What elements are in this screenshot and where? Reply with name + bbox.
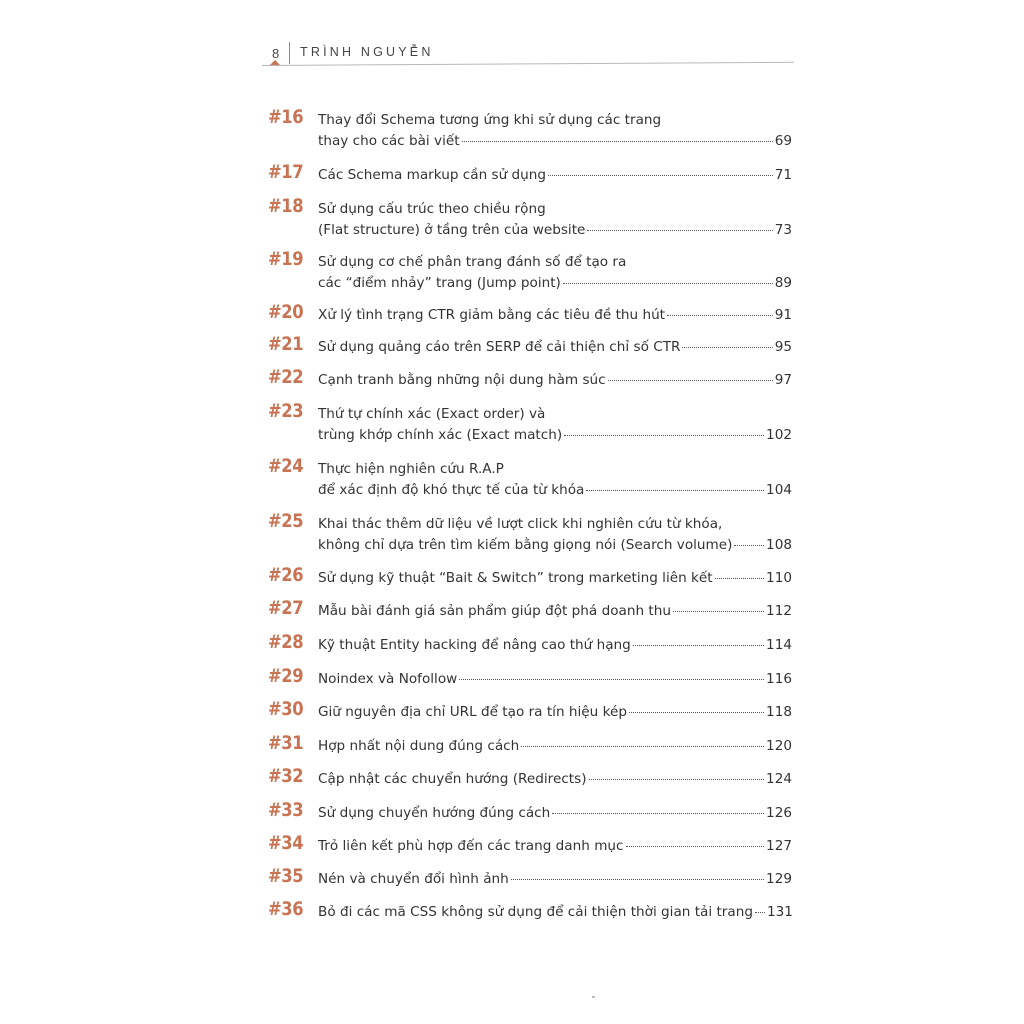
toc-entry-line (318, 459, 792, 480)
page-header (262, 38, 794, 70)
toc-dot-leader (626, 846, 765, 847)
toc-entry-body (318, 601, 792, 622)
toc-entry-line (318, 769, 792, 790)
toc-entry-line (318, 199, 792, 220)
toc-entry-title: để xác định độ khó thực tế của từ khóa (318, 482, 585, 498)
toc-entry-body (318, 252, 792, 294)
toc-dot-leader (633, 645, 764, 646)
toc-entry-line (318, 702, 792, 723)
toc-entry-line (318, 252, 792, 273)
toc-dot-leader (673, 611, 764, 612)
toc-entry-title: Thay đổi Schema tương ứng khi sử dụng các trang (318, 112, 662, 128)
toc-entry-body (318, 165, 792, 186)
toc-entry-number: #32 (268, 765, 304, 787)
toc-entry-line (318, 131, 792, 152)
toc-entry-line (318, 736, 792, 757)
toc-entry-body (318, 370, 792, 391)
toc-entry-line (318, 869, 792, 890)
toc-entry-line (318, 273, 792, 294)
toc-entry-title: không chỉ dựa trên tìm kiếm bằng giọng nói (Search volume) (318, 537, 733, 553)
toc-dot-leader (462, 141, 773, 142)
header-rule (262, 62, 794, 66)
toc-dot-leader (715, 578, 764, 579)
toc-entry-body (318, 736, 792, 757)
toc-dot-leader (734, 545, 764, 546)
toc-page-number: 124 (766, 771, 792, 787)
toc-entry-title: thay cho các bài viết (318, 133, 460, 149)
toc-entry-title: Nén và chuyển đổi hình ảnh (318, 871, 509, 887)
toc-entry-line (318, 370, 792, 391)
toc-page-number: 114 (766, 637, 792, 653)
toc-entry-line (318, 514, 792, 535)
toc-entry-title: Giữ nguyên địa chỉ URL để tạo ra tín hiệu kép (318, 704, 627, 720)
toc-entry-number: #26 (268, 564, 304, 586)
toc-page-number: 131 (766, 904, 793, 920)
toc-entry-line (318, 902, 792, 923)
toc-page-number: 91 (774, 307, 792, 323)
toc-entry-body (318, 110, 792, 152)
page-number: 8 (272, 46, 281, 61)
toc-entry-number: #27 (268, 597, 304, 619)
toc-entry-number: #25 (268, 510, 304, 532)
toc-dot-leader (587, 230, 772, 231)
toc-entry-title: Kỹ thuật Entity hacking để nâng cao thứ hạng (318, 637, 631, 653)
toc-entry-number: #28 (268, 631, 304, 653)
toc-entry-title: trùng khớp chính xác (Exact match) (318, 427, 563, 443)
toc-dot-leader (586, 490, 764, 491)
toc-entry-number: #36 (268, 898, 304, 920)
toc-entry-body (318, 459, 792, 501)
toc-page-number: 95 (774, 339, 792, 355)
toc-entry-line (318, 337, 792, 358)
toc-entry-body (318, 404, 792, 446)
toc-entry-line (318, 535, 792, 556)
toc-entry-title: Cập nhật các chuyển hướng (Redirects) (318, 771, 587, 787)
toc-entry-number: #20 (268, 301, 304, 323)
toc-entry-title: Noindex và Nofollow (318, 671, 458, 687)
toc-entry-number: #22 (268, 366, 304, 388)
toc-entry-number: #33 (268, 799, 304, 821)
toc-entry-title: Các Schema markup cần sử dụng (318, 167, 547, 183)
toc-entry-number: #30 (268, 698, 304, 720)
toc-entry-body (318, 769, 792, 790)
toc-page-number: 110 (766, 570, 792, 586)
toc-entry-title: Khai thác thêm dữ liệu về lượt click khi nghiên cứu từ khóa, (318, 516, 723, 532)
toc-dot-leader (511, 879, 764, 880)
toc-page-number: 102 (766, 427, 792, 443)
toc-entry-number: #24 (268, 455, 304, 477)
toc-dot-leader (563, 283, 773, 284)
toc-entry-title: Cạnh tranh bằng những nội dung hàm súc (318, 372, 606, 388)
toc-page-number: 89 (774, 275, 792, 291)
toc-dot-leader (629, 712, 764, 713)
toc-page-number: 129 (766, 871, 792, 887)
toc-entry-body (318, 836, 792, 857)
toc-entry-body (318, 669, 792, 690)
author-name: TRÌNH NGUYỄN (300, 45, 434, 59)
toc-entry-body (318, 337, 792, 358)
toc-dot-leader (608, 380, 773, 381)
toc-entry-title: Hợp nhất nội dung đúng cách (318, 738, 520, 754)
toc-dot-leader (564, 435, 764, 436)
toc-entry-number: #21 (268, 333, 304, 355)
toc-entry-number: #17 (268, 161, 304, 183)
toc-dot-leader (755, 912, 765, 913)
toc-page-number: 118 (766, 704, 792, 720)
toc-entry-title: Sử dụng quảng cáo trên SERP để cải thiện chỉ số CTR (318, 339, 681, 355)
toc-entry-title: Sử dụng chuyển hướng đúng cách (318, 805, 551, 821)
toc-entry-line (318, 480, 792, 501)
toc-page-number: 71 (774, 167, 792, 183)
toc-entry-line (318, 305, 792, 326)
toc-page-number: 112 (766, 603, 792, 619)
toc-entry-number: #35 (268, 865, 304, 887)
toc-dot-leader (552, 813, 764, 814)
toc-entry-line (318, 568, 792, 589)
toc-dot-leader (459, 679, 764, 680)
toc-entry-title: Sử dụng cơ chế phân trang đánh số để tạo ra (318, 254, 627, 270)
toc-entry-body (318, 514, 792, 556)
toc-entry-title: Trỏ liên kết phù hợp đến các trang danh mục (318, 838, 624, 854)
toc-entry-number: #34 (268, 832, 304, 854)
toc-dot-leader (589, 779, 765, 780)
toc-page-number: 69 (774, 133, 792, 149)
toc-entry-line (318, 425, 792, 446)
toc-entry-title: Sử dụng cấu trúc theo chiều rộng (318, 201, 546, 217)
toc-entry-body (318, 305, 792, 326)
toc-entry-line (318, 669, 792, 690)
toc-entry-title: Sử dụng kỹ thuật “Bait & Switch” trong marketing liên kết (318, 570, 713, 586)
toc-page-number: 104 (766, 482, 792, 498)
toc-page-number: 97 (774, 372, 792, 388)
toc-entry-title: Thứ tự chính xác (Exact order) và (318, 406, 546, 422)
toc-entry-title: (Flat structure) ở tầng trên của website (318, 222, 586, 238)
toc-entry-body (318, 803, 792, 824)
toc-entry-number: #18 (268, 195, 304, 217)
toc-entry-title: Mẫu bài đánh giá sản phẩm giúp đột phá doanh thu (318, 603, 671, 619)
toc-dot-leader (521, 746, 764, 747)
toc-dot-leader (682, 347, 772, 348)
toc-entry-number: #19 (268, 248, 304, 270)
toc-entry-title: các “điểm nhảy” trang (Jump point) (318, 275, 561, 291)
footer-mark (592, 996, 595, 998)
toc-page-number: 126 (766, 805, 792, 821)
toc-page-number: 73 (774, 222, 792, 238)
toc-entry-line (318, 165, 792, 186)
toc-dot-leader (548, 175, 773, 176)
toc-entry-title: Xử lý tình trạng CTR giảm bằng các tiêu đề thu hút (318, 307, 666, 323)
toc-entry-number: #31 (268, 732, 304, 754)
toc-entry-line (318, 601, 792, 622)
toc-page-number: 127 (766, 838, 792, 854)
toc-entry-title: Bỏ đi các mã CSS không sử dụng để cải thiện thời gian tải trang (318, 904, 753, 920)
toc-entry-body (318, 902, 792, 923)
toc-entry-number: #29 (268, 665, 304, 687)
toc-entry-body (318, 702, 792, 723)
toc-entry-title: Thực hiện nghiên cứu R.A.P (318, 461, 504, 477)
toc-dot-leader (667, 315, 773, 316)
toc-entry-line (318, 836, 792, 857)
toc-entry-body (318, 635, 792, 656)
toc-entry-line (318, 635, 792, 656)
toc-entry-line (318, 110, 792, 131)
toc-page-number: 108 (766, 537, 792, 553)
toc-entry-body (318, 199, 792, 241)
toc-entry-body (318, 869, 792, 890)
toc-entry-line (318, 803, 792, 824)
toc-entry-number: #16 (268, 106, 304, 128)
toc-entry-number: #23 (268, 400, 304, 422)
toc-entry-body (318, 568, 792, 589)
toc-entry-line (318, 404, 792, 425)
header-separator (289, 42, 290, 64)
toc-entry-line (318, 220, 792, 241)
toc-page-number: 120 (766, 738, 792, 754)
toc-page-number: 116 (766, 671, 792, 687)
